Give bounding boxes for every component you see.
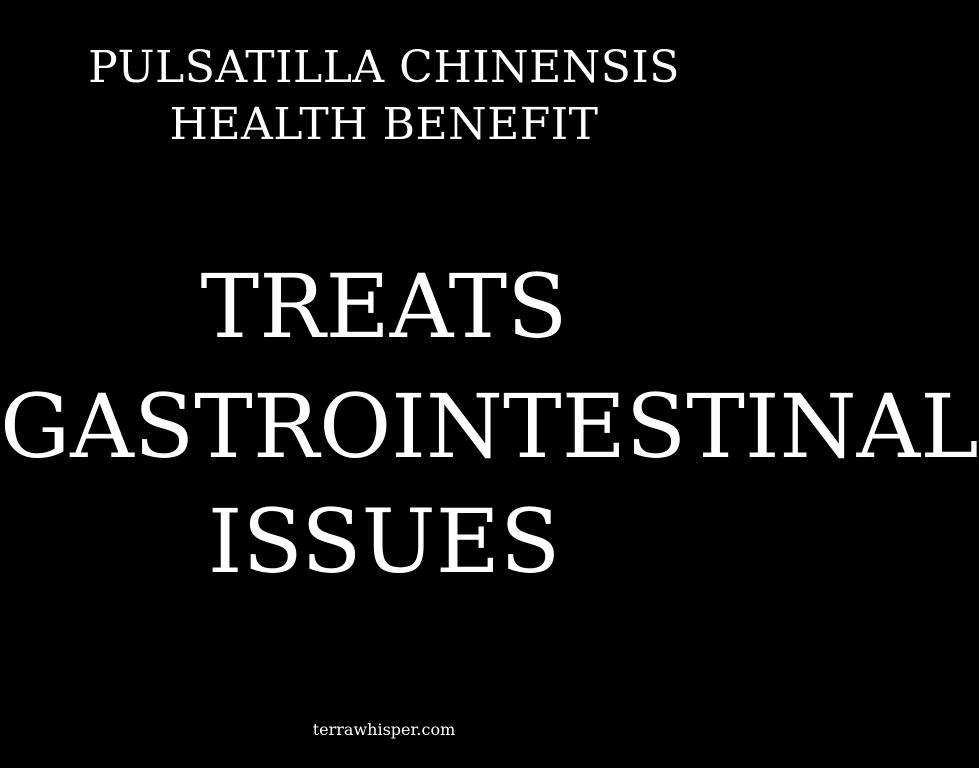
subtitle-line-2: HEALTH BENEFIT bbox=[169, 99, 599, 150]
headline-line-1: TREATS bbox=[200, 255, 568, 358]
headline-line-3: ISSUES bbox=[207, 490, 561, 593]
subtitle-line-1: PULSATILLA CHINENSIS bbox=[88, 42, 680, 93]
site-footer: terrawhisper.com bbox=[312, 720, 456, 739]
headline-line-2: GASTROINTESTINAL bbox=[0, 375, 979, 478]
